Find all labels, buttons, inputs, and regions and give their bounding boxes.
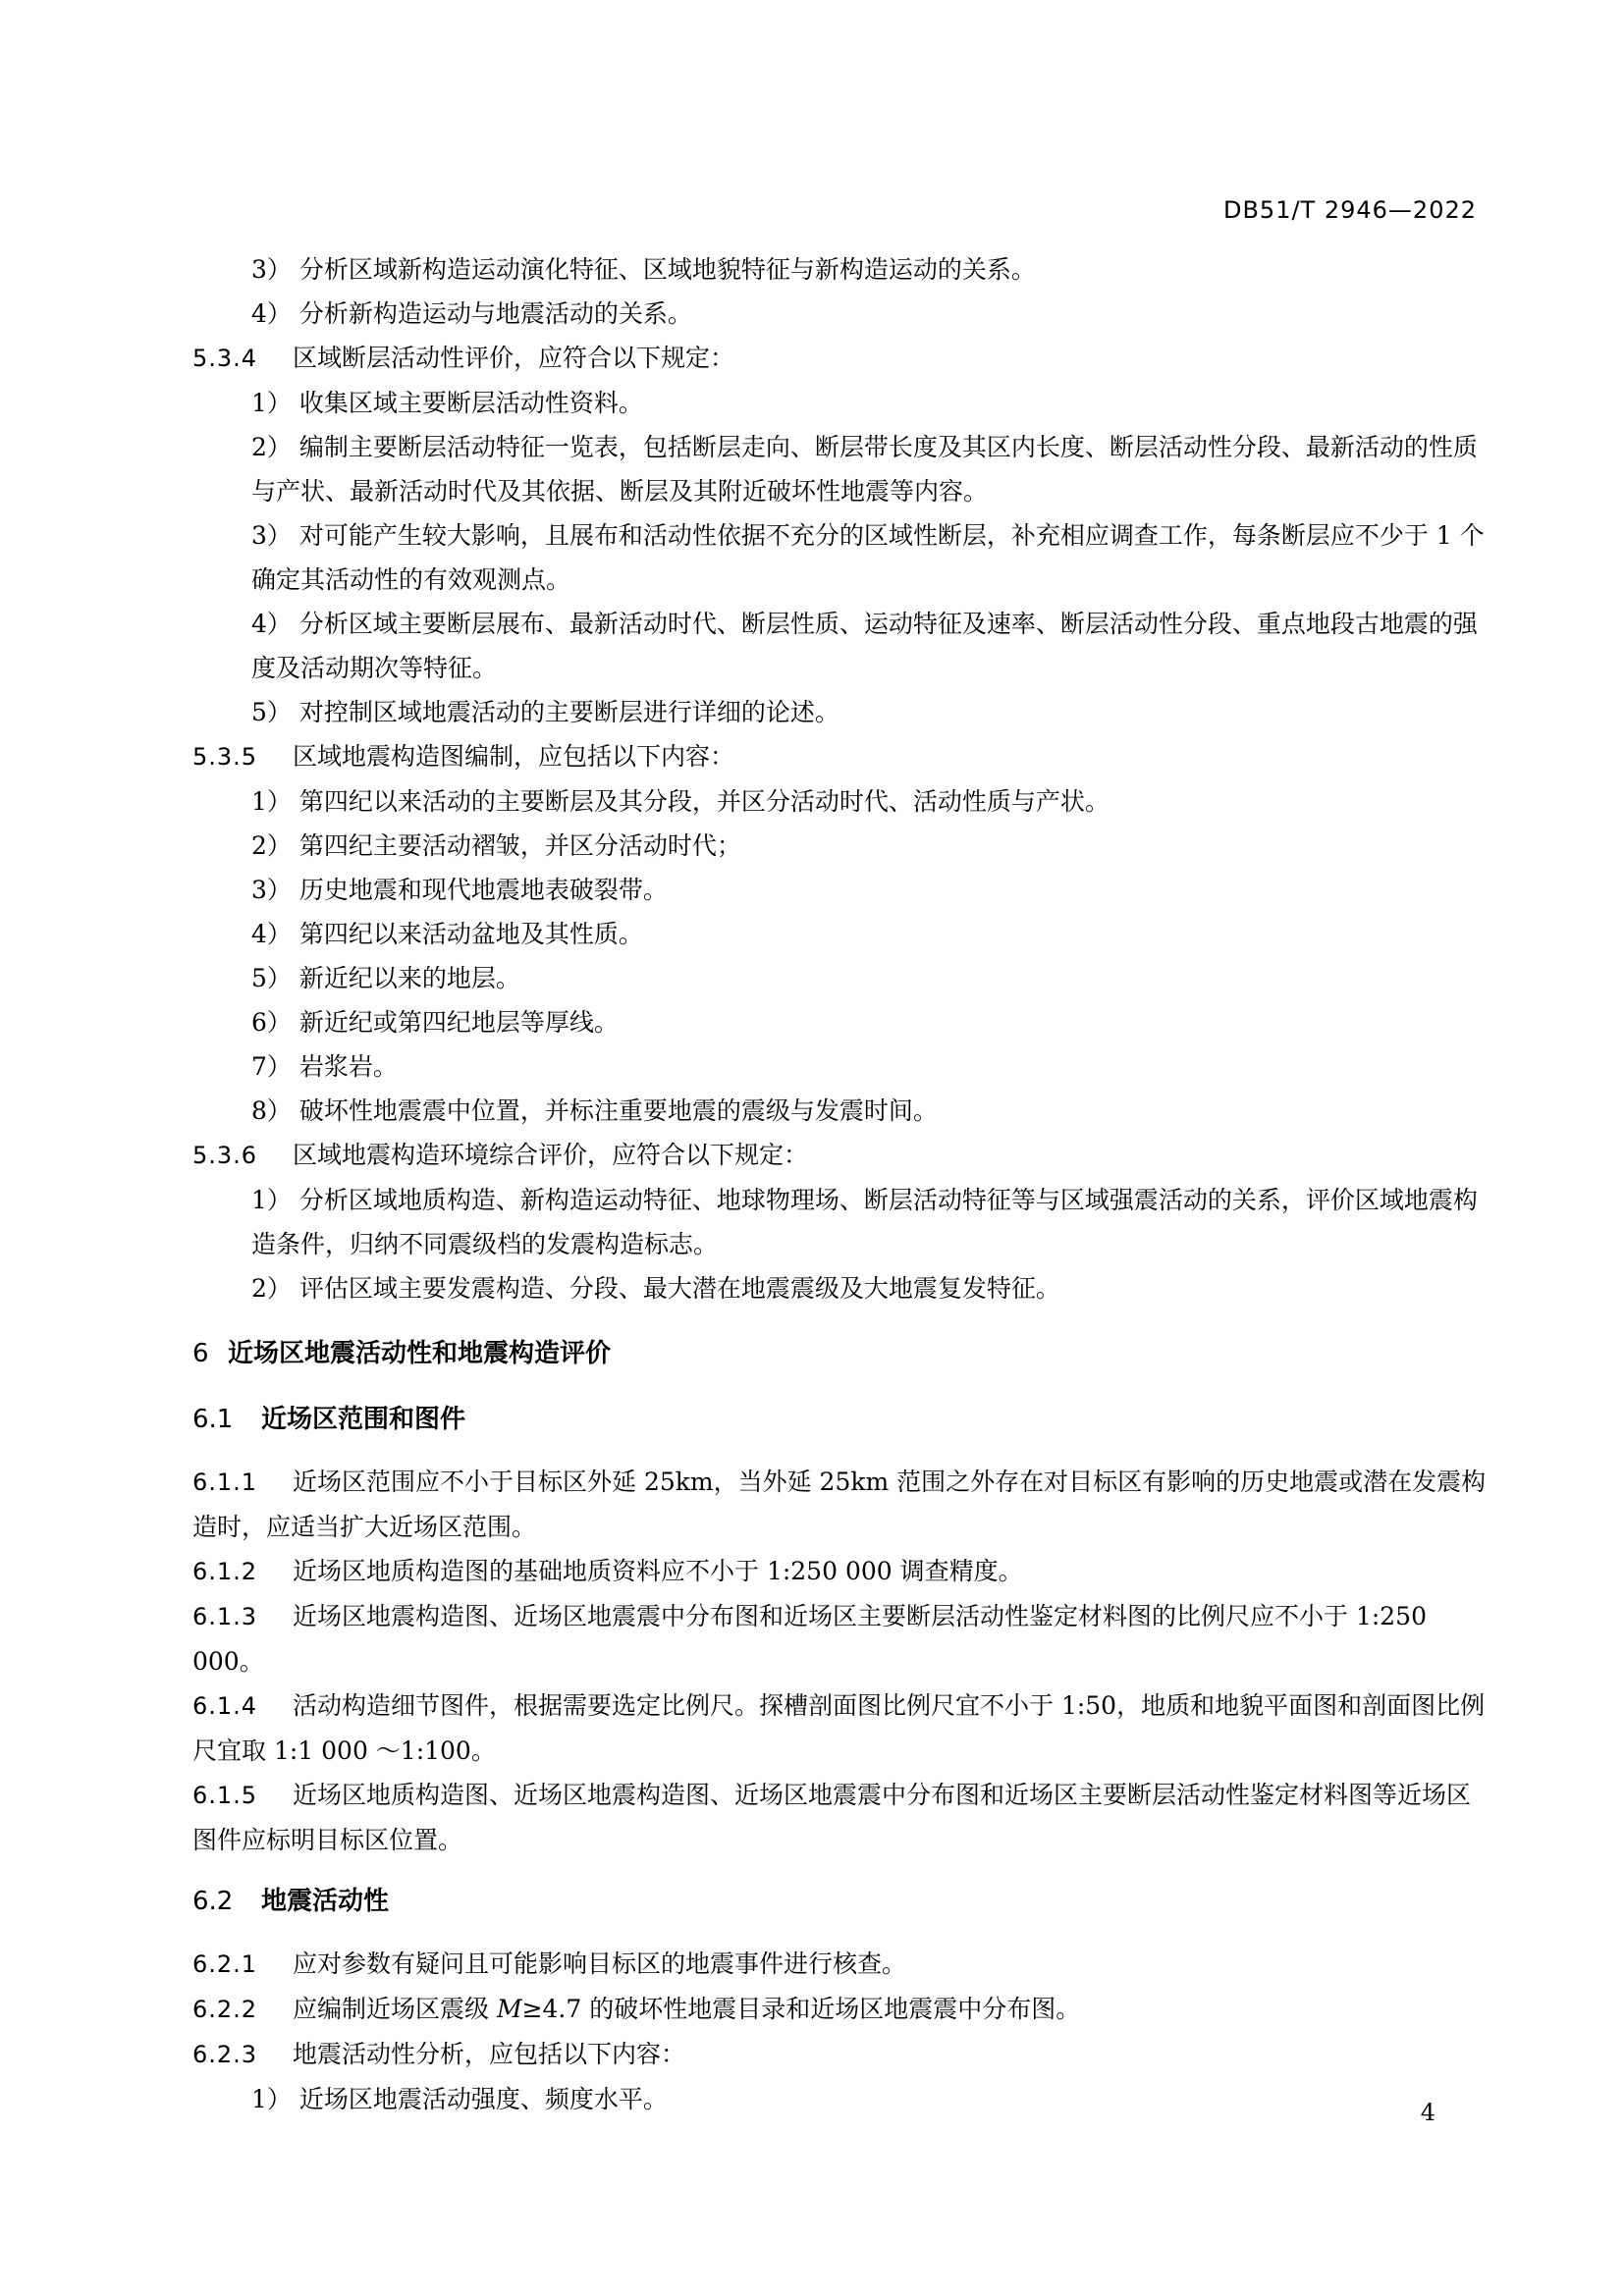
clause-5-3-5 (192, 734, 1489, 779)
magnitude-symbol: M (496, 1995, 522, 2023)
list-item: 6） 新近纪或第四纪地层等厚线。 (251, 1008, 619, 1037)
clause-text: 活动构造细节图件，根据需要选定比例尺。探槽剖面图比例尺宜不小于 1:50，地质和地貌平面图和剖面图比例尺宜取 1:1 000 ～1:100。 (192, 1691, 1486, 1765)
clause-number: 5.3.6 (192, 1142, 258, 1169)
chapter-number: 6 (192, 1339, 209, 1368)
clause-text: 应对参数有疑问且可能影响目标区的地震事件进行核查。 (293, 1949, 907, 1978)
section-title: 近场区范围和图件 (261, 1405, 466, 1434)
clause-number: 5.3.4 (192, 345, 258, 372)
section-heading (192, 1880, 1489, 1924)
list-item: 1） 第四纪以来活动的主要断层及其分段，并区分活动时代、活动性质与产状。 (251, 787, 1110, 816)
section-number: 6.2 (192, 1887, 234, 1916)
clause-6-2-1 (192, 1942, 1489, 1987)
page-number: 4 (1420, 2099, 1435, 2126)
list-item: 2） 第四纪主要活动褶皱，并区分活动时代； (251, 831, 741, 860)
clause-6-1-1 (192, 1460, 1489, 1549)
clause-text-pre: 应编制近场区震级 (293, 1995, 497, 2023)
clause-6-1-2 (192, 1549, 1489, 1594)
clause-text: 区域地震构造环境综合评价，应符合以下规定： (293, 1141, 809, 1169)
clause-6-2-2 (192, 1987, 1489, 2032)
list-item: 7） 岩浆岩。 (251, 1052, 398, 1081)
chapter-heading (192, 1332, 1489, 1376)
clause-text: 近场区地质构造图、近场区地震构造图、近场区地震震中分布图和近场区主要断层活动性鉴定材料图等近场区图件应标明目标区位置。 (192, 1781, 1472, 1854)
list-item: 1） 收集区域主要断层活动性资料。 (251, 389, 643, 417)
section-number: 6.1 (192, 1405, 234, 1434)
clause-number: 6.2.3 (192, 2041, 258, 2068)
clause-number: 6.1.1 (192, 1468, 258, 1496)
chapter-title: 近场区地震活动性和地震构造评价 (228, 1339, 612, 1368)
clause-text-post: ≥4.7 的破坏性地震目录和近场区地震震中分布图。 (521, 1995, 1081, 2023)
clause-number: 5.3.5 (192, 743, 258, 771)
list-item: 5） 新近纪以来的地层。 (251, 964, 520, 992)
list-item: 1） 分析区域地质构造、新构造运动特征、地球物理场、断层活动特征等与区域强震活动的关系，评价区域地震构造条件，归纳不同震级档的发震构造标志。 (251, 1186, 1478, 1258)
clause-number: 6.1.3 (192, 1603, 258, 1630)
clause-text: 地震活动性分析，应包括以下内容： (293, 2040, 686, 2068)
clause-text: 区域断层活动性评价，应符合以下规定： (293, 344, 735, 372)
list-item: 2） 编制主要断层活动特征一览表，包括断层走向、断层带长度及其区内长度、断层活动性分段、最新活动的性质与产状、最新活动时代及其依据、断层及其附近破坏性地震等内容。 (251, 433, 1478, 506)
page-content (192, 247, 1489, 2121)
list-item: 3） 分析区域新构造运动演化特征、区域地貌特征与新构造运动的关系。 (251, 255, 1036, 284)
clause-6-1-4 (192, 1683, 1489, 1773)
clause-5-3-4 (192, 336, 1489, 381)
list-item: 8） 破坏性地震震中位置，并标注重要地震的震级与发震时间。 (251, 1096, 938, 1125)
clause-text: 近场区地震构造图、近场区地震震中分布图和近场区主要断层活动性鉴定材料图的比例尺应不小于 1:250 000。 (192, 1602, 1427, 1676)
list-item: 2） 评估区域主要发震构造、分段、最大潜在地震震级及大地震复发特征。 (251, 1274, 1060, 1303)
clause-text: 近场区地质构造图的基础地质资料应不小于 1:250 000 调查精度。 (293, 1557, 1023, 1585)
list-item: 4） 分析区域主要断层展布、最新活动时代、断层性质、运动特征及速率、断层活动性分段、重点地段古地震的强度及活动期次等特征。 (251, 610, 1478, 682)
clause-text: 区域地震构造图编制，应包括以下内容： (293, 742, 735, 771)
clause-text: 近场区范围应不小于目标区外延 25km，当外延 25km 范围之外存在对目标区有影响的历史地震或潜在发震构造时，应适当扩大近场区范围。 (192, 1468, 1487, 1541)
clause-6-1-3 (192, 1594, 1489, 1683)
list-item: 4） 第四纪以来活动盆地及其性质。 (251, 920, 643, 948)
section-title: 地震活动性 (261, 1887, 390, 1916)
clause-number: 6.1.5 (192, 1782, 258, 1809)
list-item: 1） 近场区地震活动强度、频度水平。 (251, 2085, 668, 2113)
list-item: 5） 对控制区域地震活动的主要断层进行详细的论述。 (251, 698, 839, 726)
clause-number: 6.1.4 (192, 1692, 258, 1720)
clause-number: 6.1.2 (192, 1558, 258, 1585)
list-item: 4） 分析新构造运动与地震活动的关系。 (251, 299, 692, 328)
list-item: 3） 历史地震和现代地震地表破裂带。 (251, 876, 668, 904)
clause-number: 6.2.2 (192, 1996, 258, 2023)
list-item: 3） 对可能产生较大影响，且展布和活动性依据不充分的区域性断层，补充相应调查工作，每条断层应不少于 1 个确定其活动性的有效观测点。 (251, 521, 1485, 594)
clause-number: 6.2.1 (192, 1950, 258, 1978)
clause-5-3-6 (192, 1133, 1489, 1178)
clause-6-1-5 (192, 1773, 1489, 1862)
section-heading (192, 1398, 1489, 1442)
document-code: DB51/T 2946—2022 (1222, 196, 1477, 224)
clause-6-2-3 (192, 2032, 1489, 2077)
